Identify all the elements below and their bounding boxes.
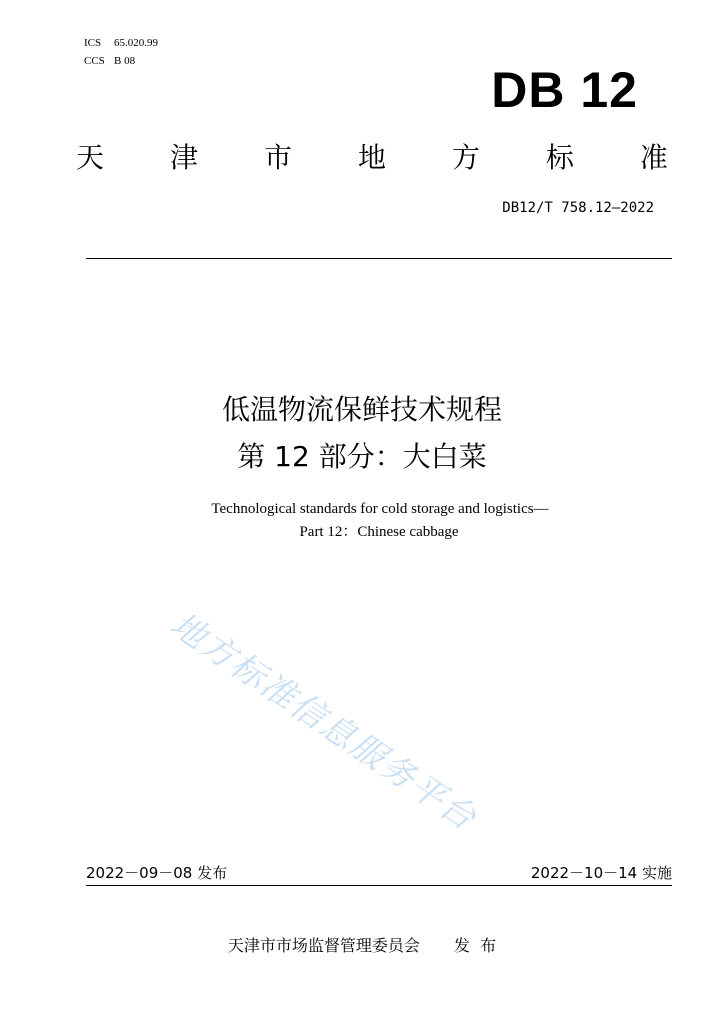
issuer-name: 天津市市场监督管理委员会 <box>227 936 420 955</box>
standard-type-char: 地 <box>357 141 386 174</box>
publish-date: 2022－09－08 发布 <box>86 864 228 882</box>
issuer-line <box>0 934 724 958</box>
db-standard-mark: DB 12 <box>491 62 638 118</box>
issuer-action: 发 布 <box>453 936 497 955</box>
ccs-code-line <box>84 55 135 68</box>
standard-type-char: 天 <box>76 141 105 174</box>
standard-type-char: 准 <box>639 141 668 174</box>
ics-code: 65.020.99 <box>114 37 158 49</box>
title-english-main: Technological standards for cold storage and logistics— <box>211 501 549 517</box>
standard-type-char: 市 <box>263 141 292 174</box>
standard-type-char: 方 <box>451 141 480 174</box>
ccs-label: CCS <box>84 55 105 67</box>
implement-date: 2022－10－14 实施 <box>530 864 672 882</box>
ics-label: ICS <box>84 37 102 49</box>
watermark-text: 地方标准信息服务平台 <box>163 604 484 840</box>
ics-code-line <box>84 37 158 50</box>
top-divider <box>86 258 672 259</box>
title-english-part: Part 12：Chinese cabbage <box>299 524 459 540</box>
ccs-code: B 08 <box>114 55 136 67</box>
title-chinese-main: 低温物流保鲜技术规程 <box>221 393 502 426</box>
standard-type-heading <box>76 140 668 176</box>
bottom-divider <box>86 885 672 886</box>
standard-type-char: 津 <box>169 141 198 174</box>
title-chinese-part: 第 12 部分：大白菜 <box>237 440 487 473</box>
standard-number: DB12/T 758.12—2022 <box>502 200 654 216</box>
standard-type-char: 标 <box>545 141 574 174</box>
